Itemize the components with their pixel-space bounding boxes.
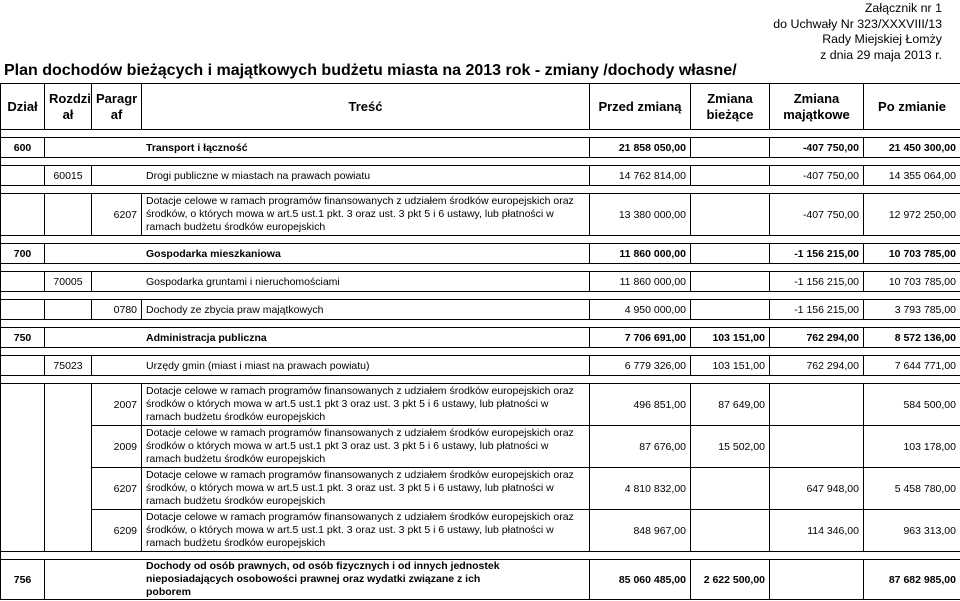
po-value: 87 682 985,00 <box>864 560 960 600</box>
table-row-paragraf <box>1 468 960 510</box>
po-value: 584 500,00 <box>864 384 960 426</box>
majatkowe-value: -407 750,00 <box>770 166 864 186</box>
przed-value: 4 950 000,00 <box>590 300 691 320</box>
biezace-value <box>691 244 770 264</box>
row-text: Administracja publiczna <box>45 328 590 348</box>
przed-value: 13 380 000,00 <box>590 194 691 236</box>
table-row-dzial <box>1 560 960 600</box>
po-value: 8 572 136,00 <box>864 328 960 348</box>
table-row-rozdzial <box>1 166 960 186</box>
table-row-dzial <box>1 328 960 348</box>
col-header-zmiana-biezace: Zmiana bieżące <box>691 84 770 130</box>
row-text: Dotacje celowe w ramach programów finansowanych z udziałem środków europejskich oraz środków o których mowa w art.5 ust.1 pkt 3 oraz ust. 3 pkt 5 i 6 ustawy, lub płatności w ramach budżetu środków europejskich <box>142 426 590 468</box>
row-text: Dotacje celowe w ramach programów finansowanych z udziałem środków europejskich oraz środków, o których mowa w art.5 ust.1 pkt. 3 oraz ust. 3 pkt 5 i 6 ustawy, lub płatności w ramach budżetu środków europejskich <box>142 510 590 552</box>
po-value: 12 972 250,00 <box>864 194 960 236</box>
majatkowe-value: -407 750,00 <box>770 138 864 158</box>
col-header-po-zmianie: Po zmianie <box>864 84 960 130</box>
budget-table <box>0 83 960 600</box>
po-value: 103 178,00 <box>864 426 960 468</box>
dzial-code: 600 <box>1 138 45 158</box>
majatkowe-value <box>770 426 864 468</box>
annex-header <box>773 1 942 63</box>
col-header-paragraf: Paragr af <box>92 84 142 130</box>
col-header-tresc: Treść <box>142 84 590 130</box>
row-text: Dochody od osób prawnych, od osób fizycznych i od innych jednostek nieposiadających osobowości prawnej oraz wydatki związane z ich poborem <box>45 560 590 600</box>
majatkowe-value: -1 156 215,00 <box>770 300 864 320</box>
przed-value: 87 676,00 <box>590 426 691 468</box>
biezace-value: 87 649,00 <box>691 384 770 426</box>
row-text: Dotacje celowe w ramach programów finansowanych z udziałem środków europejskich oraz środków, o których mowa w art.5 ust.1 pkt. 3 oraz ust. 3 pkt 5 i 6 ustawy, lub płatności w ramach budżetu środków europejskich <box>142 468 590 510</box>
po-value: 14 355 064,00 <box>864 166 960 186</box>
annex-line: Załącznik nr 1 <box>864 1 942 15</box>
rozdzial-code: 70005 <box>45 272 92 292</box>
col-header-przed-zmiana: Przed zmianą <box>590 84 691 130</box>
biezace-value <box>691 272 770 292</box>
row-text: Drogi publiczne w miastach na prawach powiatu <box>92 166 590 186</box>
po-value: 5 458 780,00 <box>864 468 960 510</box>
row-text: Dotacje celowe w ramach programów finansowanych z udziałem środków europejskich oraz środków o których mowa w art.5 ust.1 pkt 3 oraz ust. 3 pkt 5 i 6 ustawy, lub płatności w ramach budżetu środków europejskich <box>142 384 590 426</box>
po-value: 21 450 300,00 <box>864 138 960 158</box>
table-row-dzial <box>1 244 960 264</box>
col-header-dzial: Dział <box>1 84 45 130</box>
table-row-paragraf <box>1 384 960 426</box>
przed-value: 848 967,00 <box>590 510 691 552</box>
table-row-dzial <box>1 138 960 158</box>
przed-value: 11 860 000,00 <box>590 244 691 264</box>
dzial-code: 700 <box>1 244 45 264</box>
majatkowe-value: -1 156 215,00 <box>770 244 864 264</box>
majatkowe-value: 647 948,00 <box>770 468 864 510</box>
po-value: 10 703 785,00 <box>864 272 960 292</box>
biezace-value <box>691 166 770 186</box>
majatkowe-value: 762 294,00 <box>770 356 864 376</box>
przed-value: 14 762 814,00 <box>590 166 691 186</box>
po-value: 3 793 785,00 <box>864 300 960 320</box>
paragraf-code: 0780 <box>92 300 142 320</box>
majatkowe-value <box>770 560 864 600</box>
biezace-value: 103 151,00 <box>691 356 770 376</box>
annex-line: do Uchwały Nr 323/XXXVIII/13 <box>773 16 942 31</box>
row-text: Dochody ze zbycia praw majątkowych <box>142 300 590 320</box>
przed-value: 11 860 000,00 <box>590 272 691 292</box>
table-row-paragraf <box>1 300 960 320</box>
biezace-value <box>691 468 770 510</box>
annex-date: z dnia 29 maja 2013 r. <box>820 47 942 62</box>
table-row-paragraf <box>1 426 960 468</box>
po-value: 963 313,00 <box>864 510 960 552</box>
dzial-code: 756 <box>1 560 45 600</box>
row-text: Dotacje celowe w ramach programów finansowanych z udziałem środków europejskich oraz środków, o których mowa w art.5 ust.1 pkt. 3 oraz ust. 3 pkt 5 i 6 ustawy, lub płatności w ramach budżetu środków europejskich <box>142 194 590 236</box>
dzial-code: 750 <box>1 328 45 348</box>
paragraf-code: 6207 <box>92 194 142 236</box>
col-header-zmiana-majatkowe: Zmiana majątkowe <box>770 84 864 130</box>
row-text: Transport i łączność <box>45 138 590 158</box>
table-row-rozdzial <box>1 272 960 292</box>
biezace-value <box>691 510 770 552</box>
row-text: Gospodarka mieszkaniowa <box>45 244 590 264</box>
przed-value: 21 858 050,00 <box>590 138 691 158</box>
table-row-paragraf <box>1 510 960 552</box>
table-row-paragraf <box>1 194 960 236</box>
rozdzial-code: 75023 <box>45 356 92 376</box>
po-value: 7 644 771,00 <box>864 356 960 376</box>
biezace-value <box>691 194 770 236</box>
po-value: 10 703 785,00 <box>864 244 960 264</box>
przed-value: 4 810 832,00 <box>590 468 691 510</box>
przed-value: 85 060 485,00 <box>590 560 691 600</box>
majatkowe-value <box>770 384 864 426</box>
table-header-row <box>1 84 960 130</box>
majatkowe-value: 762 294,00 <box>770 328 864 348</box>
biezace-value: 2 622 500,00 <box>691 560 770 600</box>
przed-value: 496 851,00 <box>590 384 691 426</box>
biezace-value: 15 502,00 <box>691 426 770 468</box>
rozdzial-code: 60015 <box>45 166 92 186</box>
przed-value: 6 779 326,00 <box>590 356 691 376</box>
page-title: Plan dochodów bieżących i majątkowych budżetu miasta na 2013 rok - zmiany /dochody własne/ <box>4 62 737 79</box>
biezace-value: 103 151,00 <box>691 328 770 348</box>
col-header-rozdzial: Rozdzi ał <box>45 84 92 130</box>
annex-line: Rady Miejskiej Łomży <box>822 32 942 46</box>
biezace-value <box>691 300 770 320</box>
row-text: Urzędy gmin (miast i miast na prawach powiatu) <box>92 356 590 376</box>
table-row-rozdzial <box>1 356 960 376</box>
paragraf-code: 6207 <box>92 468 142 510</box>
paragraf-code: 2009 <box>92 426 142 468</box>
paragraf-code: 2007 <box>92 384 142 426</box>
przed-value: 7 706 691,00 <box>590 328 691 348</box>
majatkowe-value: -1 156 215,00 <box>770 272 864 292</box>
majatkowe-value: 114 346,00 <box>770 510 864 552</box>
biezace-value <box>691 138 770 158</box>
row-text: Gospodarka gruntami i nieruchomościami <box>92 272 590 292</box>
paragraf-code: 6209 <box>92 510 142 552</box>
majatkowe-value: -407 750,00 <box>770 194 864 236</box>
